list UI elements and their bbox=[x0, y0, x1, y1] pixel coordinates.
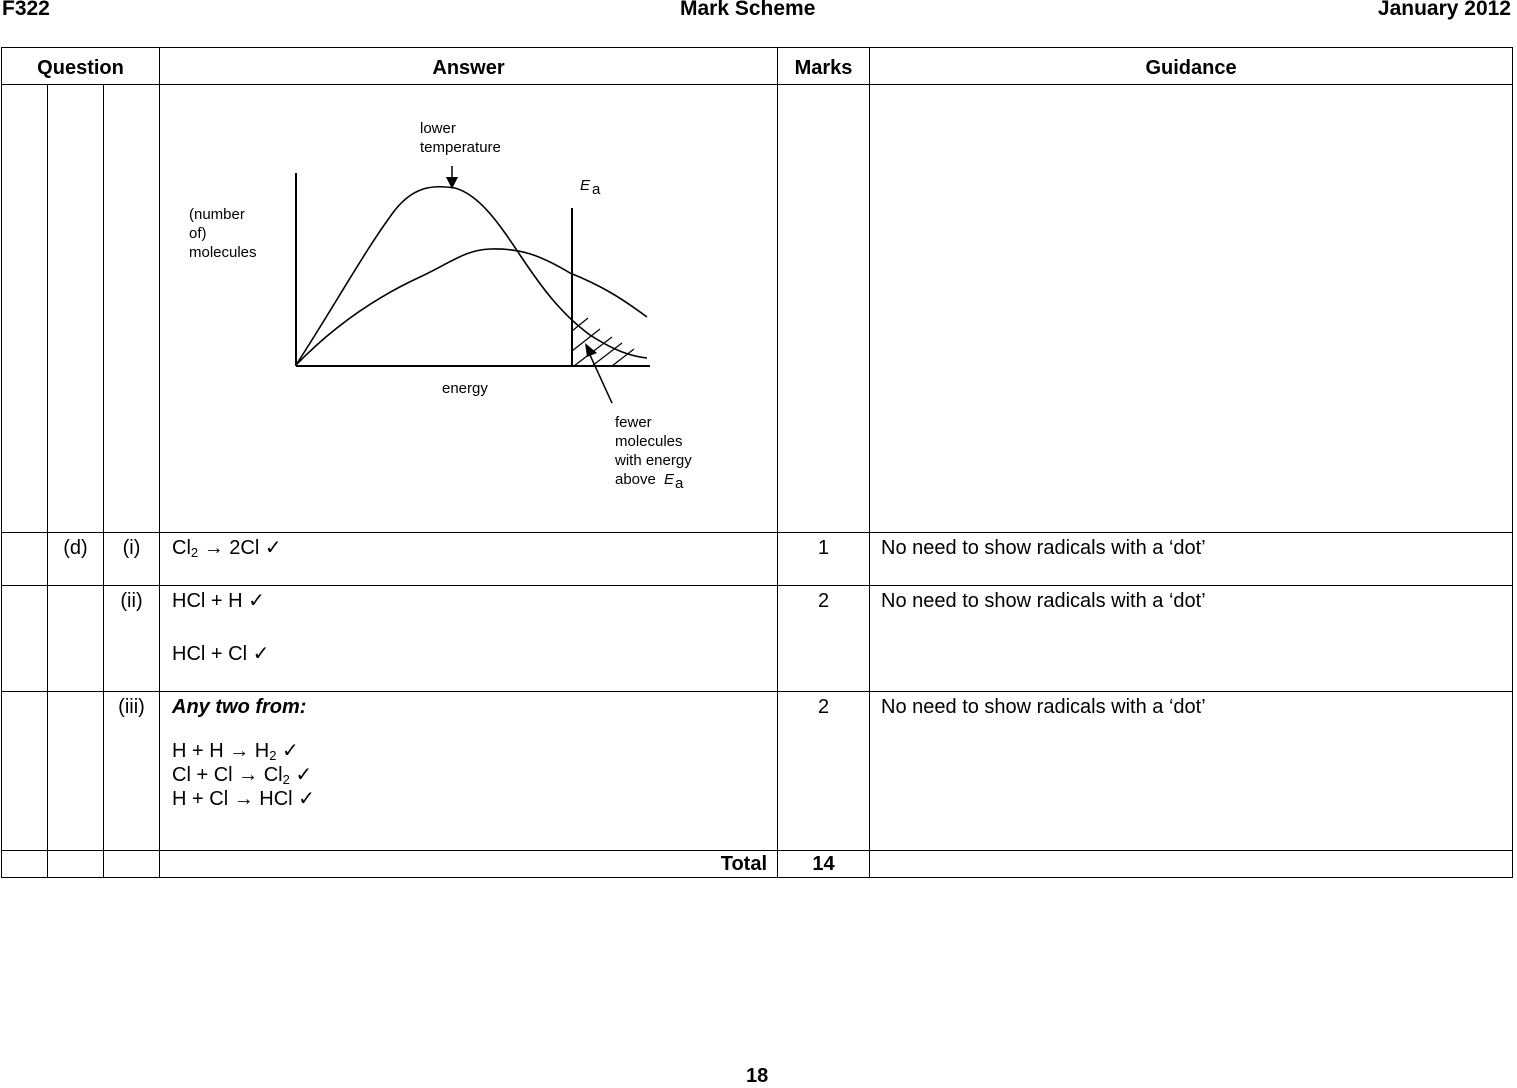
marks-cell: 1 bbox=[778, 533, 870, 586]
cell-q bbox=[2, 851, 48, 878]
part-label bbox=[48, 692, 104, 851]
cell-part bbox=[48, 85, 104, 533]
ylabel-line2: of) bbox=[189, 225, 207, 242]
answer-sub: 2 bbox=[190, 545, 199, 560]
eq1-sub: 2 bbox=[269, 748, 277, 763]
cell-answer-diagram bbox=[160, 85, 778, 533]
note-line2: molecules bbox=[615, 433, 683, 450]
marks-cell: 2 bbox=[778, 692, 870, 851]
sub-label: (i) bbox=[104, 533, 160, 586]
marks-header: Marks bbox=[778, 48, 870, 85]
header-date: January 2012 bbox=[1377, 0, 1511, 20]
answer-heading: Any two from: bbox=[172, 696, 307, 718]
answer-cell bbox=[160, 533, 778, 586]
lower-temperature-curve bbox=[296, 187, 647, 365]
answer-line-2: HCl + Cl ✓ bbox=[172, 643, 270, 665]
sub-label: (ii) bbox=[104, 586, 160, 692]
page-number: 18 bbox=[746, 1065, 769, 1087]
label-temperature: temperature bbox=[420, 139, 501, 156]
header-title: Mark Scheme bbox=[680, 0, 816, 20]
note-line3: with energy bbox=[615, 452, 692, 469]
note-line4: above bbox=[615, 471, 656, 488]
total-row bbox=[2, 851, 1513, 878]
table-row-diagram bbox=[2, 85, 1513, 533]
eq1-b: ✓ bbox=[276, 740, 299, 762]
ylabel-line3: molecules bbox=[189, 244, 257, 261]
distribution-svg bbox=[160, 85, 777, 531]
guidance-cell: No need to show radicals with a ‘dot’ bbox=[870, 533, 1513, 586]
answer-equation-3: H + Cl → HCl ✓ bbox=[172, 788, 315, 810]
guidance-cell: No need to show radicals with a ‘dot’ bbox=[870, 692, 1513, 851]
eq1-a: H + H → H bbox=[172, 740, 270, 762]
answer-cell bbox=[160, 586, 778, 692]
cell-marks bbox=[778, 85, 870, 533]
cell-q bbox=[2, 533, 48, 586]
answer-part-b: → 2Cl ✓ bbox=[198, 537, 282, 559]
table-row bbox=[2, 586, 1513, 692]
answer-equation-1 bbox=[172, 739, 765, 763]
xlabel: energy bbox=[442, 380, 488, 397]
higher-temperature-curve bbox=[296, 249, 647, 365]
marks-cell: 2 bbox=[778, 586, 870, 692]
cell-q bbox=[2, 692, 48, 851]
note-ea-sub: a bbox=[675, 475, 684, 492]
guidance-header: Guidance bbox=[870, 48, 1513, 85]
table-header-row bbox=[2, 48, 1513, 85]
cell-guidance bbox=[870, 85, 1513, 533]
cell-q bbox=[2, 85, 48, 533]
part-label: (d) bbox=[48, 533, 104, 586]
eq2-a: Cl + Cl → Cl bbox=[172, 764, 283, 786]
label-lower: lower bbox=[420, 120, 456, 137]
total-label: Total bbox=[160, 851, 778, 878]
cell-sub bbox=[104, 85, 160, 533]
answer-header: Answer bbox=[160, 48, 778, 85]
spacer bbox=[172, 613, 765, 642]
eq2-b: ✓ bbox=[289, 764, 313, 786]
answer-line-1: HCl + H ✓ bbox=[172, 590, 265, 612]
question-header: Question bbox=[2, 48, 160, 85]
answer-equation bbox=[172, 536, 765, 560]
note-line1: fewer bbox=[615, 414, 652, 431]
ylabel-line1: (number bbox=[189, 206, 245, 223]
answer-part-a: Cl bbox=[172, 537, 191, 559]
part-label bbox=[48, 586, 104, 692]
mark-scheme-table bbox=[1, 47, 1513, 878]
boltzmann-distribution-diagram bbox=[160, 85, 777, 531]
table-row bbox=[2, 692, 1513, 851]
spacer bbox=[172, 719, 765, 739]
answer-cell bbox=[160, 692, 778, 851]
ea-label-sub: a bbox=[592, 181, 601, 198]
ea-label: E bbox=[580, 177, 591, 194]
answer-equation-2 bbox=[172, 763, 765, 787]
note-ea: E bbox=[664, 471, 675, 488]
area-arrow-line bbox=[590, 355, 612, 403]
cell-q bbox=[2, 586, 48, 692]
cell-guidance bbox=[870, 851, 1513, 878]
eq2-sub: 2 bbox=[282, 772, 290, 787]
total-marks: 14 bbox=[778, 851, 870, 878]
cell-sub bbox=[104, 851, 160, 878]
guidance-cell: No need to show radicals with a ‘dot’ bbox=[870, 586, 1513, 692]
sub-label: (iii) bbox=[104, 692, 160, 851]
table-row bbox=[2, 533, 1513, 586]
cell-part bbox=[48, 851, 104, 878]
header-code: F322 bbox=[2, 0, 50, 20]
